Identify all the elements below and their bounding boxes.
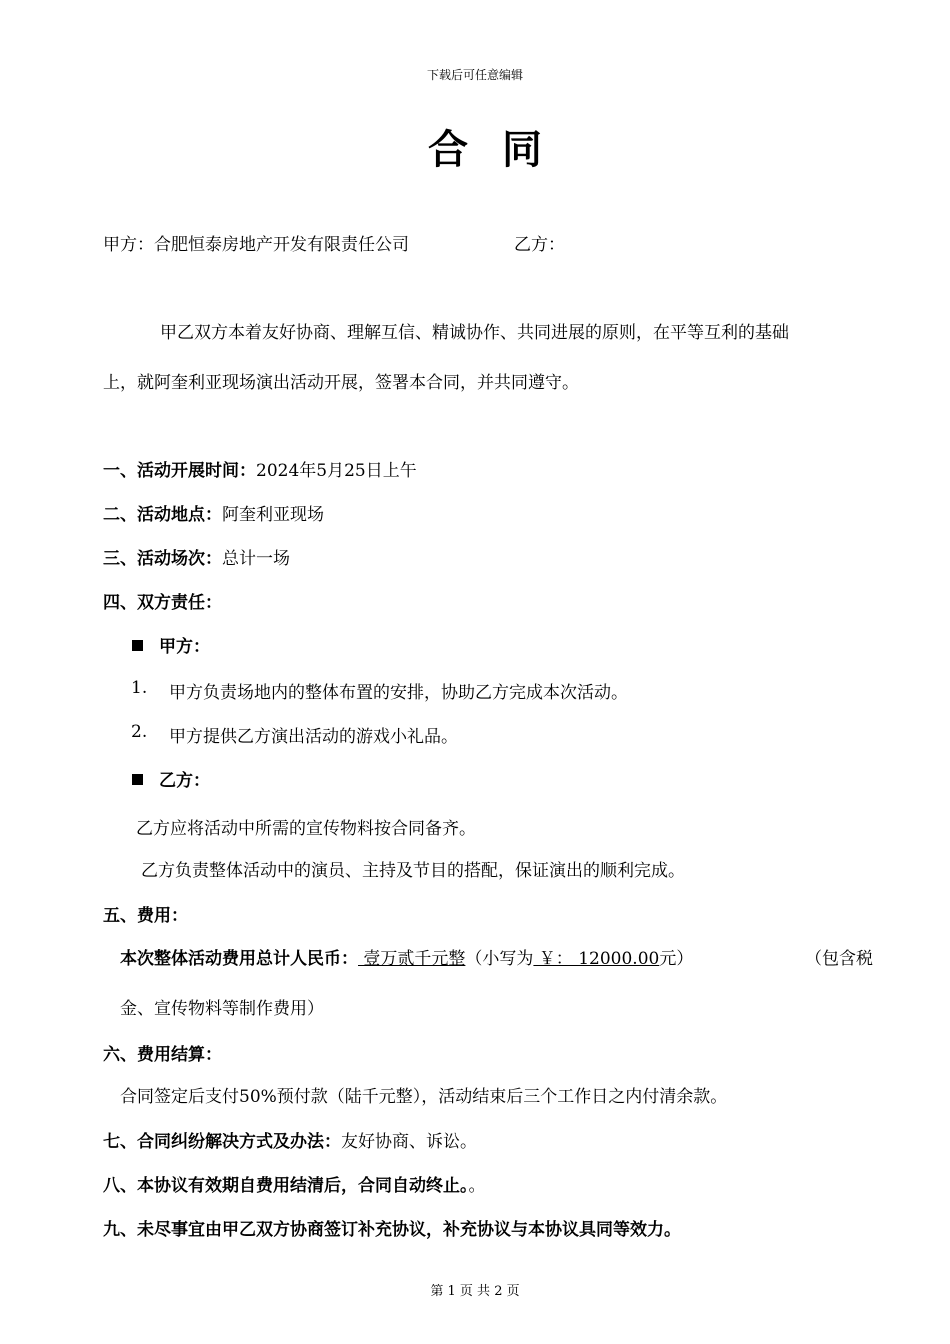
party-a-heading xyxy=(132,632,210,657)
section-3-value: 总计一场 xyxy=(222,549,290,569)
party-b-heading-label: 乙方： xyxy=(159,771,210,791)
section-2-label: 二、活动地点： xyxy=(103,505,222,525)
section-9-label: 九、未尽事宜由甲乙双方协商签订补充协议，补充协议与本协议具同等效力。 xyxy=(103,1220,681,1240)
fee-line xyxy=(120,944,693,969)
section-4-label: 四、双方责任： xyxy=(103,593,222,613)
square-bullet-icon xyxy=(132,774,143,785)
section-7-label: 七、合同纠纷解决方式及办法： xyxy=(103,1132,341,1152)
page-footer: 第 1 页 共 2 页 xyxy=(430,1284,520,1299)
section-8-label: 八、本协议有效期自费用结清后，合同自动终止。 xyxy=(103,1176,469,1196)
party-a-item-2-number: 2. xyxy=(131,722,148,742)
fee-amount-upper: 壹万贰千元整 xyxy=(358,949,466,969)
section-8 xyxy=(103,1171,486,1196)
party-a-item-1-text: 甲方负责场地内的整体布置的安排，协助乙方完成本次活动。 xyxy=(169,683,628,703)
party-a-item-2-text: 甲方提供乙方演出活动的游戏小礼品。 xyxy=(169,727,458,747)
fee-unit: 元） xyxy=(659,949,694,969)
section-3-label: 三、活动场次： xyxy=(103,549,222,569)
party-a-item-1-number: 1. xyxy=(131,678,148,698)
preamble-line-1: 甲乙双方本着友好协商、理解互信、精诚协作、共同进展的原则，在平等互利的基础 xyxy=(160,323,789,343)
party-b-item-1: 乙方应将活动中所需的宣传物料按合同备齐。 xyxy=(136,819,476,839)
fee-mid-text: （小写为 xyxy=(465,949,534,969)
section-8-tail: 。 xyxy=(468,1176,486,1196)
party-a-heading-label: 甲方： xyxy=(159,637,210,657)
document-title: 合 同 xyxy=(428,127,552,173)
fee-amount-lower: ￥： 12000.00 xyxy=(533,949,660,969)
fee-note-line-2: 金、宣传物料等制作费用） xyxy=(120,999,324,1019)
party-b-item-2: 乙方负责整体活动中的演员、主持及节目的搭配，保证演出的顺利完成。 xyxy=(141,861,685,881)
party-b-heading xyxy=(132,766,210,791)
fee-note-line-1: （包含税 xyxy=(805,949,873,969)
section-2 xyxy=(103,500,324,525)
section-1-value: 2024年5月25日上午 xyxy=(256,461,417,481)
section-7 xyxy=(103,1127,477,1152)
party-a-line: 甲方：合肥恒泰房地产开发有限责任公司 xyxy=(103,235,409,255)
fee-label: 本次整体活动费用总计人民币： xyxy=(120,949,358,969)
header-note: 下载后可任意编辑 xyxy=(426,68,523,82)
section-2-value: 阿奎利亚现场 xyxy=(222,505,324,525)
preamble-line-2: 上，就阿奎利亚现场演出活动开展，签署本合同，并共同遵守。 xyxy=(103,373,579,393)
section-3 xyxy=(103,544,290,569)
section-6-value: 合同签定后支付50%预付款（陆千元整），活动结束后三个工作日之内付清余款。 xyxy=(120,1087,728,1107)
section-7-value: 友好协商、诉讼。 xyxy=(341,1132,477,1152)
party-b-line: 乙方： xyxy=(514,235,565,255)
section-1 xyxy=(103,456,417,481)
section-1-label: 一、活动开展时间： xyxy=(103,461,256,481)
square-bullet-icon xyxy=(132,640,143,651)
section-5-label: 五、费用： xyxy=(103,906,188,926)
section-6-label: 六、费用结算： xyxy=(103,1045,222,1065)
